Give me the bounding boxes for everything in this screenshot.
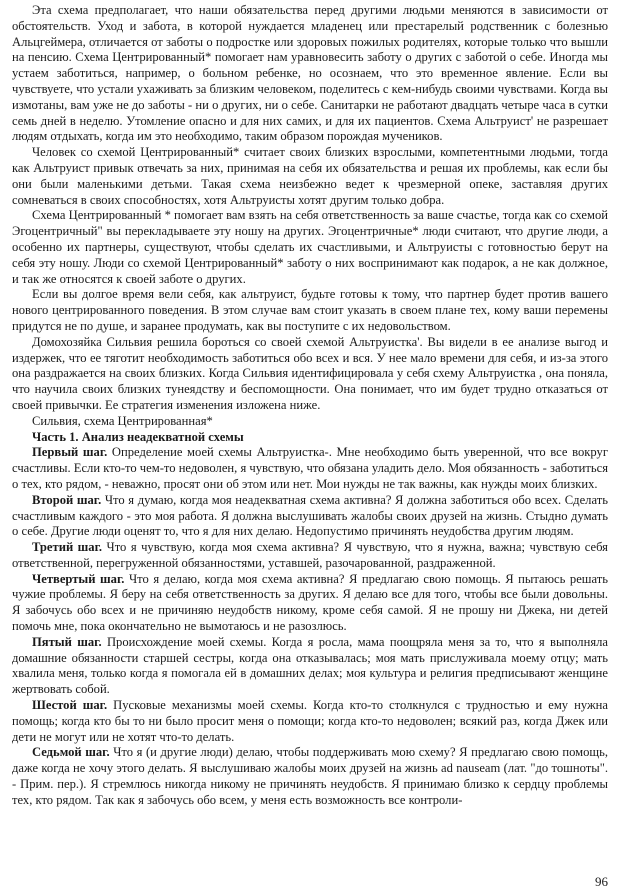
step-label: Первый шаг.	[32, 445, 108, 460]
step-label: Третий шаг.	[32, 540, 103, 555]
step-paragraph	[12, 745, 608, 808]
part-heading: Часть 1. Анализ неадекватной схемы	[32, 429, 244, 444]
step-label: Пятый шаг.	[32, 634, 102, 649]
paragraph: Схема Центрированный * помогает вам взять на себя ответственность за ваше счастье, тогда как со схемой Эгоцентричный" вы перекладываете эту ношу на других. Эгоцентричные* люди считают, что другие люди, а особенно их партнеры, существуют, чтобы сделать их счастливыми, и Альтруисты с готовностью берут на себя эту ношу. Люди со схемой Центрированный* заботу о них воспринимают как подарок, а не как должное, и так же относятся к своей заботе о других.	[12, 208, 608, 286]
step-text: Что я думаю, когда моя неадекватная схема активна? Я должна заботиться обо всех. Сделать счастливым каждого - это моя работа. Я должна выслушивать жалобы своих друзей на жизнь. Стыдно думать о себе. Другие люди оценят то, что я для них делаю. Недопустимо причинять неудобства другим людям.	[12, 492, 608, 539]
step-text: Что я (и другие люди) делаю, чтобы поддерживать мою схему? Я предлагаю свою помощь, даже когда не хочу этого делать. Я выслушиваю жалобы моих друзей на жизнь ad nauseam (лат. "до тошноты". - Прим. пер.). Я стремлюсь никогда никому не причинять неудобств. Я принимаю близко к сердцу проблемы тех, кто рядом. Так как я забочусь обо всем, у меня есть возможность все контроли-	[12, 745, 608, 807]
step-paragraph	[12, 635, 608, 698]
step-text: Что я чувствую, когда моя схема активна? Я чувствую, что я нужна, важна; чувствую себя ответственной, перегруженной обязанностями, уставшей, разочарованной, раздраженной.	[12, 540, 608, 570]
paragraph: Эта схема предполагает, что наши обязательства перед другими людьми меняются в зависимости от обстоятельств. Уход и забота, в которой нуждается младенец или престарелый родственник с болезнью Альцгеймера, отличается от заботы о подростке или здоровых пожилых родителях, которые только что вышли на пенсию. Схема Центрированный* помогает нам уравновесить заботу о других с заботой о себе. Иногда мы устаем заботиться, например, о больном ребенке, но осознаем, что это временное явление. Если вы чувствуете, что устали ухаживать за близким человеком, поделитесь с кем-нибудь своими чувствами. Когда вы измотаны, вам уже не до заботы - ни о других, ни о себе. Санитарки не работают двадцать четыре часа в сутки семь дней в неделю. Утомление опасно и для них самих, и для их пациентов. Схема Альтруист' не разрешает людям отдыхать, когда им это необходимо, таким образом порождая мучеников.	[12, 3, 608, 144]
step-text: Происхождение моей схемы. Когда я росла, мама поощряла меня за то, что я выполняла домашние обязанности старшей сестры, когда она отказывалась; моя мать прислуживала моему отцу; мать хвалила меня, только когда я помогала ей в домашних делах; моя культура и религия предписывают женщине жертвовать собой.	[12, 634, 608, 697]
step-label: Седьмой шаг.	[32, 745, 110, 760]
step-paragraph	[12, 493, 608, 540]
paragraph: Человек со схемой Центрированный* считает своих близких взрослыми, компетентными людьми, тогда как Альтруист привык отвечать за них, принимая на себя их обязательства и решая их проблемы, как если бы они были маленькими детьми. Такая схема неизбежно ведет к чрезмерной опеке, заставляя других сомневаться в своих способностях, хотя Альтруисты хотят другим только добра.	[12, 145, 608, 207]
page-number: 96	[595, 874, 608, 889]
step-paragraph	[12, 540, 608, 572]
step-label: Второй шаг.	[32, 492, 102, 507]
document-body	[12, 3, 608, 809]
paragraph: Сильвия, схема Центрированная*	[32, 413, 213, 428]
step-label: Четвертый шаг.	[32, 571, 125, 586]
step-label: Шестой шаг.	[32, 698, 108, 713]
step-text: Определение моей схемы Альтруистка-. Мне необходимо быть уверенной, что все вокруг счастливы. Если кто-то чем-то недоволен, я чувствую, что обязана уладить дело. Моя обязанность - заботиться о тех, кто рядом, - неважно, просят они об этом или нет. Мои нужды не так важны, как нужды моих близких.	[12, 445, 608, 491]
step-paragraph	[12, 698, 608, 745]
paragraph: Если вы долгое время вели себя, как альтруист, будьте готовы к тому, что партнер будет против вашего нового центрированного поведения. В этом случае вам стоит указать в своем плане тех, кому ваши перемены придутся не по душе, и заранее продумать, как вы поступите с их недовольством.	[12, 287, 608, 333]
step-text: Пусковые механизмы моей схемы. Когда кто-то столкнулся с трудностью и ему нужна помощь; когда кто бы то ни было просит меня о помощи; когда кто-то недоволен; всякий раз, когда Джек или дети не могут или не хотят что-то делать.	[12, 698, 608, 744]
step-paragraph	[12, 572, 608, 635]
step-paragraph	[12, 445, 608, 492]
step-text: Что я делаю, когда моя схема активна? Я предлагаю свою помощь. Я пытаюсь решать чужие проблемы. Я беру на себя ответственность за других. Я делаю все для того, чтобы все были довольны. Я забочусь обо всех и не причиняю неудобств никому, кроме себя самой. Я не прошу ни Джека, ни детей помочь мне, пока окончательно не вымотаюсь и не разозлюсь.	[12, 571, 608, 634]
paragraph: Домохозяйка Сильвия решила бороться со своей схемой Альтруистка'. Вы видели в ее анализе выгод и издержек, что ее тяготит необходимость заботиться обо всех и вся. У нее мало времени для себя, и из-за этого она раздражается на своих близких. Когда Сильвия идентифицировала у себя схему Альтруистка , она поняла, что научила своих близких тунеядству и беспомощности. Она понимает, что им будет трудно отказаться от своей привычки. Ее стратегия изменения изложена ниже.	[12, 334, 608, 412]
